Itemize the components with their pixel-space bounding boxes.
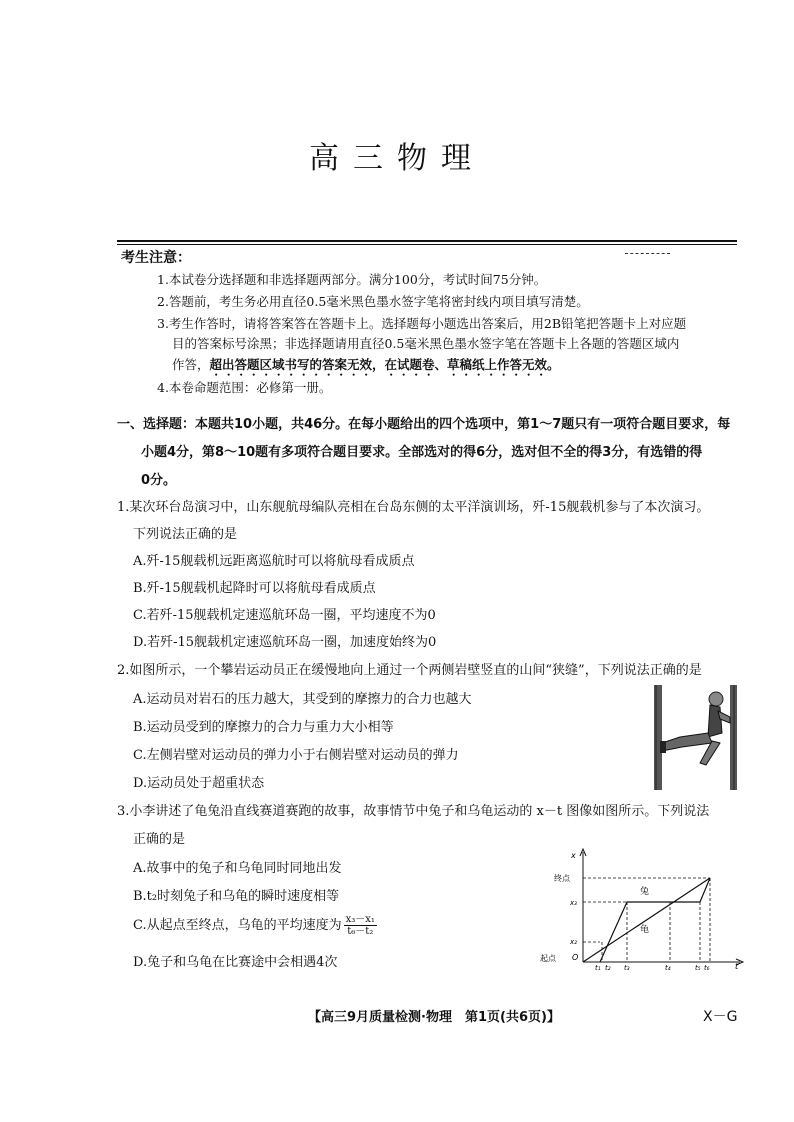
notice-line-2: 2.答题前，考生务必用直径0.5毫米黑色墨水签字笔将密封线内项目填写清楚。 [157,294,589,309]
q2-option-d: D.运动员处于超重状态 [133,776,265,791]
header-rule-top [117,240,737,242]
climber-figure [650,685,740,790]
y-end-label: 终点 [554,874,570,883]
t5-label: t₅ [695,964,701,972]
q1-stem-1: 1.某次环台岛演习中，山东舰航母编队亮相在台岛东侧的太平洋演训场，歼-15舰载机参与了本次演习。 [117,500,710,515]
fraction-numerator: x₃－x₁ [345,914,375,925]
axis-y-label: x [571,851,576,860]
paper-code: X－G [703,1009,738,1025]
y-x2-label: x₂ [570,938,577,946]
notice-emphasis: 超出答题区域书写的答案无效，在试题卷、草稿纸上作答无效。 [209,357,560,372]
y-start-label: 起点 [540,954,556,963]
q3-option-d: D.兔子和乌龟在比赛途中会相遇4次 [133,955,338,970]
page-footer: 【高三9月质量检测·物理 第1页(共6页)】 [308,1010,560,1025]
notice-line-1: 1.本试卷分选择题和非选择题两部分。满分100分，考试时间75分钟。 [157,272,547,287]
t6-label: t₆ [704,964,710,972]
q3-option-c-fraction [344,914,377,937]
fraction-denominator: t₆－t₂ [347,926,374,937]
left-rock-wall [654,685,662,790]
notice-line-3: 3.考生作答时，请将答案答在答题卡上。选择题每小题选出答案后，用2B铅笔把答题卡上对应题 [157,316,687,331]
section-line-1: 一、选择题：本题共10小题，共46分。在每小题给出的四个选项中，第1～7题只有一项符合题目要求，每 [117,417,731,432]
notice-line-3c-start: 作答， [172,357,210,372]
t2-label: t₂ [605,964,611,972]
turtle-label: 龟 [640,925,650,935]
climber-head [709,692,723,706]
notice-line-4: 4.本卷命题范围：必修第一册。 [157,380,332,395]
t4-label: t₄ [665,964,671,972]
q1-option-a: A.歼-15舰载机远距离巡航时可以将航母看成质点 [133,554,415,569]
dashed-mark [625,253,670,254]
rabbit-label: 兔 [640,887,650,897]
section-line-2: 小题4分，第8～10题有多项符合题目要求。全部选对的得6分，选对但不全的得3分，有选错的得 [141,445,703,460]
page-title: 高三物理 [309,141,485,176]
q3-option-c-text: C.从起点至终点，乌龟的平均速度为 [133,918,342,933]
q2-stem: 2.如图所示，一个攀岩运动员正在缓慢地向上通过一个两侧岩壁竖直的山间“狭缝”，下列说法正确的是 [117,663,702,678]
q2-option-b: B.运动员受到的摩擦力的合力与重力大小相等 [133,720,394,735]
q1-option-b: B.歼-15舰载机起降时可以将航母看成质点 [133,581,376,596]
rabbit-line [600,878,710,962]
climber-legs [662,733,712,751]
q2-option-c: C.左侧岩壁对运动员的弹力小于右侧岩壁对运动员的弹力 [133,748,459,763]
notice-line-3c [172,355,560,379]
climber-body [708,705,722,737]
q3-option-b: B.t₂时刻兔子和乌龟的瞬时速度相等 [133,889,340,904]
header-rule-bottom [117,244,737,245]
notice-line-3b: 目的答案标号涂黑；非选择题请用直径0.5毫米黑色墨水签字笔在答题卡上各题的答题区域内 [172,336,680,351]
t1-label: t₁ [595,964,601,972]
t3-label: t₃ [624,964,630,972]
xt-graph [540,846,750,972]
q1-stem-2: 下列说法正确的是 [133,527,238,542]
q1-option-c: C.若歼-15舰载机定速巡航环岛一圈，平均速度不为0 [133,608,436,623]
q3-option-c [133,914,377,937]
q2-option-a: A.运动员对岩石的压力越大，其受到的摩擦力的合力也越大 [133,692,472,707]
origin-label: O [572,953,579,962]
q3-stem-1: 3.小李讲述了龟兔沿直线赛道赛跑的故事，故事情节中兔子和乌龟运动的 x－t 图像如图所示。下列说法 [117,804,710,819]
q3-option-a: A.故事中的兔子和乌龟同时同地出发 [133,861,342,876]
y-x3-label: x₃ [570,899,577,907]
section-line-3: 0分。 [141,473,177,488]
notice-heading: 考生注意： [121,250,191,266]
q1-option-d: D.若歼-15舰载机定速巡航环岛一圈，加速度始终为0 [133,635,437,650]
q3-stem-2: 正确的是 [133,832,186,847]
axis-x-label: t [735,962,739,971]
